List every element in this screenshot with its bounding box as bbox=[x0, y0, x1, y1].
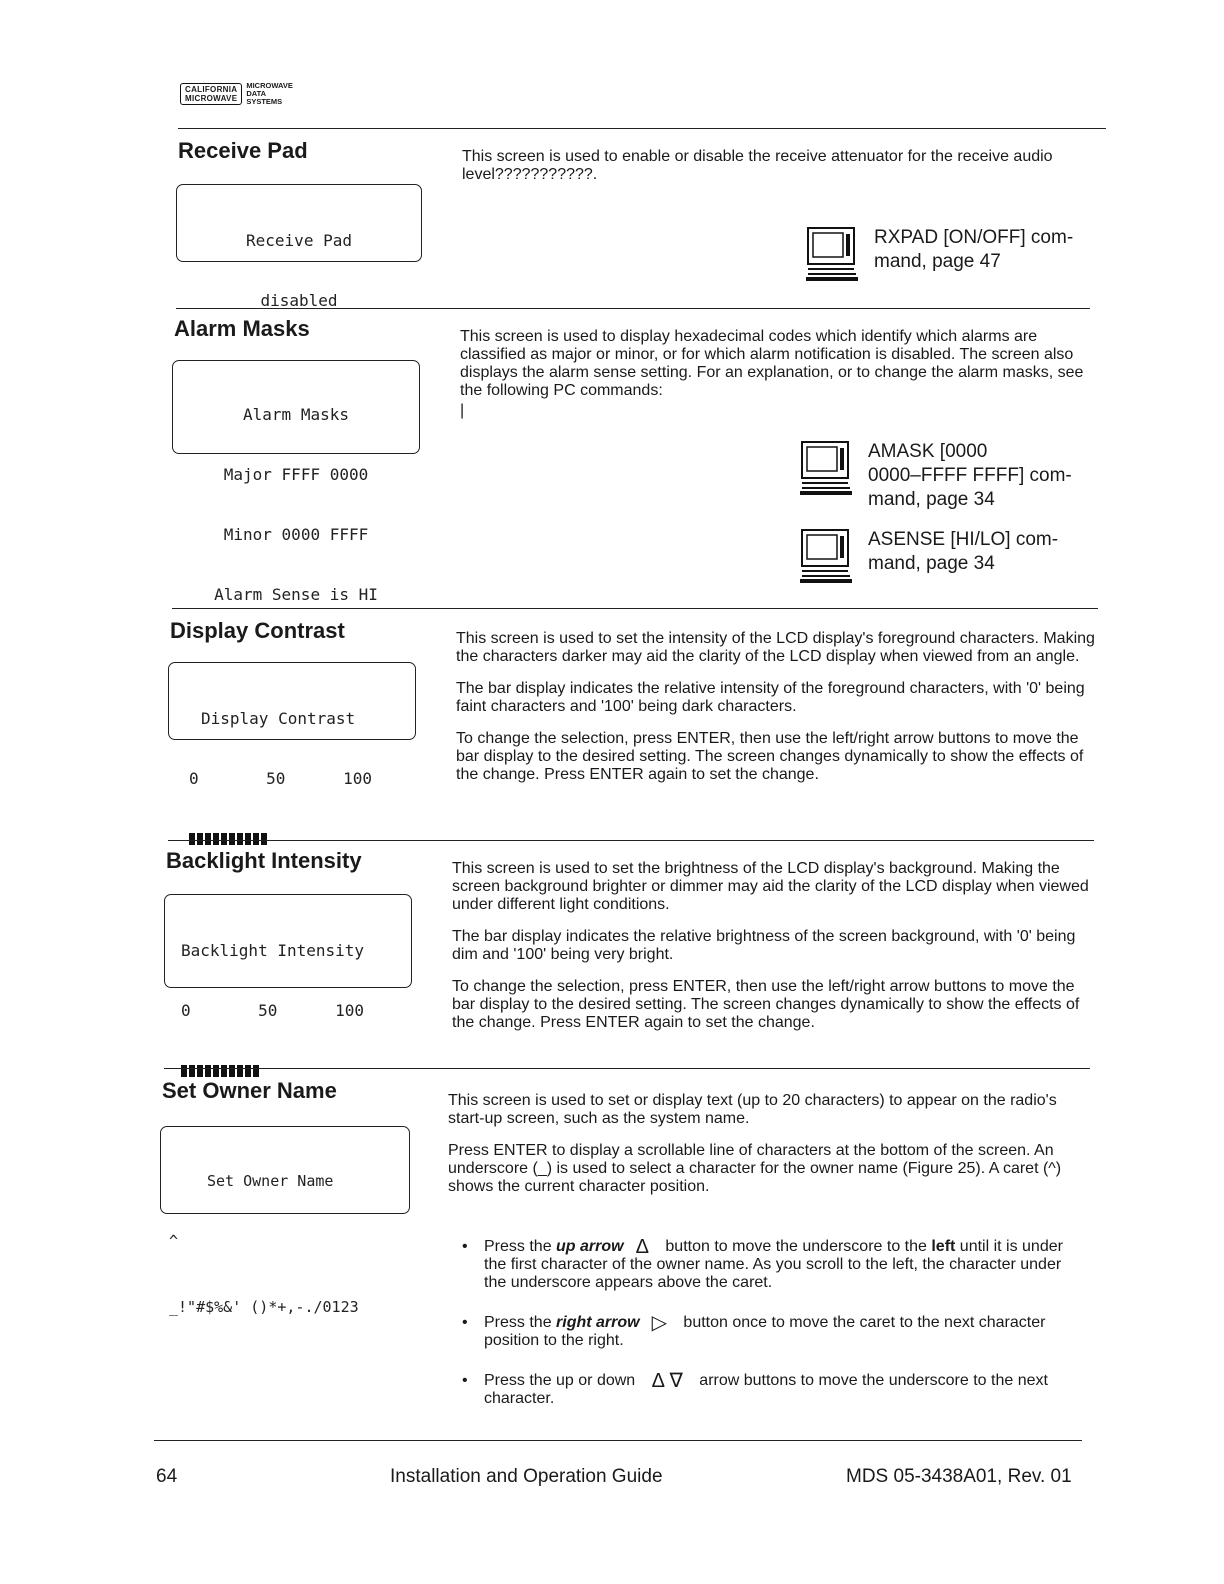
lcd-line: Alarm Sense is HI bbox=[214, 585, 378, 604]
alarm-masks-description bbox=[460, 328, 1102, 434]
company-logo bbox=[180, 82, 293, 106]
paragraph: Press ENTER to display a scrollable line of characters at the bottom of the screen. An underscore (_) is used to select a character for the owner name (Figure 25). A caret (^) shows the current character position. bbox=[448, 1142, 1062, 1195]
computer-icon bbox=[800, 440, 854, 496]
lcd-display-contrast bbox=[168, 662, 416, 788]
backlight-intensity-description bbox=[452, 860, 1092, 1046]
paragraph: This screen is used to set the brightness of the LCD display's background. Making the screen background brighter or dimmer may aid the clarity of the LCD display when viewed under different light conditions. bbox=[452, 860, 1089, 913]
bar-segment bbox=[229, 1065, 235, 1077]
bar-segment bbox=[237, 833, 243, 845]
up-arrow-icon: Δ bbox=[635, 1236, 649, 1258]
lcd-line: Receive Pad bbox=[246, 231, 352, 250]
bar-segment bbox=[253, 833, 259, 845]
section-title-set-owner-name: Set Owner Name bbox=[162, 1078, 337, 1103]
section-divider bbox=[178, 128, 1106, 129]
guide-title: Installation and Operation Guide bbox=[390, 1466, 663, 1487]
bar-segment bbox=[205, 833, 211, 845]
lcd-line: ^ bbox=[169, 1232, 179, 1250]
text: until it is under the first character of the owner name. As you scroll to the left, the character under the underscore appears above the caret. bbox=[484, 1238, 1063, 1291]
text: Press the bbox=[484, 1314, 557, 1331]
bar-segment bbox=[197, 1065, 203, 1077]
computer-icon bbox=[800, 528, 854, 584]
display-contrast-description bbox=[456, 630, 1096, 798]
section-divider bbox=[164, 1068, 1090, 1069]
bar-segment bbox=[245, 1065, 251, 1077]
receive-pad-description bbox=[462, 148, 1106, 198]
strong-text: left bbox=[931, 1238, 956, 1255]
bar-segment bbox=[197, 833, 203, 845]
bar-segment bbox=[229, 833, 235, 845]
paragraph: This screen is used to set the intensity of the LCD display's foreground characters. Making the characters darker may aid the clarity of the LCD display when viewed from an angle. bbox=[456, 630, 1095, 665]
logo-wordmark bbox=[246, 82, 293, 106]
lcd-line: disabled bbox=[260, 291, 338, 310]
paragraph: This screen is used to display hexadecimal codes which identify which alarms are classified as major or minor, or for which alarm notification is disabled. The screen also displays the alarm sense setting. For an explanation, or to change the alarm masks, see the following PC commands: bbox=[460, 328, 1084, 399]
command-label: RXPAD [ON/OFF] com- mand, page 47 bbox=[874, 227, 1074, 272]
lcd-alarm-masks bbox=[172, 360, 420, 604]
bar-segment bbox=[213, 1065, 219, 1077]
up-down-arrow-icon: Δ ∇ bbox=[651, 1370, 683, 1392]
section-title-receive-pad: Receive Pad bbox=[178, 138, 308, 163]
pc-command-rxpad bbox=[806, 226, 1073, 282]
text-cursor: | bbox=[460, 402, 465, 419]
logo-right-line2: DATA bbox=[246, 89, 267, 98]
bar-segment bbox=[205, 1065, 211, 1077]
text: arrow buttons to move the underscore to the next character. bbox=[484, 1372, 1048, 1407]
bar-segment bbox=[221, 1065, 227, 1077]
lcd-line: Set Owner Name bbox=[207, 1172, 334, 1190]
emphasis-text: up arrow bbox=[556, 1238, 624, 1255]
lcd-line: Display Contrast bbox=[201, 709, 356, 728]
logo-box-line1: CALIFORNIA bbox=[185, 85, 238, 94]
section-title-display-contrast: Display Contrast bbox=[170, 618, 345, 643]
section-divider bbox=[176, 308, 1090, 309]
command-label: AMASK [0000 0000–FFFF FFFF] com- mand, page 34 bbox=[868, 441, 1072, 510]
document-id: MDS 05-3438A01, Rev. 01 bbox=[846, 1466, 1072, 1487]
paragraph: To change the selection, press ENTER, then use the left/right arrow buttons to move the bar display to the desired setting. The screen changes dynamically to show the effects of the change. Press ENTER again to set the change. bbox=[456, 730, 1084, 783]
page-number: 64 bbox=[156, 1466, 178, 1487]
right-arrow-icon: ▷ bbox=[651, 1312, 667, 1334]
contrast-bar-display bbox=[189, 829, 405, 849]
paragraph: The bar display indicates the relative brightness of the screen background, with '0' being dim and '100' being very bright. bbox=[452, 928, 1076, 963]
paragraph: This screen is used to set or display text (up to 20 characters) to appear on the radio's start-up screen, such as the system name. bbox=[448, 1092, 1057, 1127]
computer-icon bbox=[806, 226, 860, 282]
section-divider bbox=[168, 840, 1094, 841]
logo-right-line1: MICROWAVE bbox=[246, 81, 293, 90]
paragraph: This screen is used to enable or disable the receive attenuator for the receive audio level???????????. bbox=[462, 148, 1053, 183]
list-item bbox=[462, 1372, 1082, 1408]
emphasis-text: right arrow bbox=[556, 1314, 640, 1331]
lcd-set-owner-name bbox=[160, 1126, 410, 1316]
lcd-line: Major FFFF 0000 bbox=[223, 465, 369, 484]
bar-segment bbox=[181, 1065, 187, 1077]
lcd-backlight-intensity bbox=[164, 894, 412, 1020]
list-item bbox=[462, 1314, 1082, 1350]
text: button once to move the caret to the next character position to the right. bbox=[484, 1314, 1046, 1349]
bar-segment bbox=[261, 833, 267, 845]
paragraph: To change the selection, press ENTER, then use the left/right arrow buttons to move the bar display to the desired setting. The screen changes dynamically to show the effects of the change. Press ENTER again to set the change. bbox=[452, 978, 1080, 1031]
bar-segment bbox=[189, 1065, 195, 1077]
lcd-line: Alarm Masks bbox=[243, 405, 349, 424]
instruction-list bbox=[462, 1238, 1082, 1430]
text: button to move the underscore to the bbox=[660, 1238, 932, 1255]
lcd-receive-pad bbox=[176, 184, 422, 310]
bar-segment bbox=[221, 833, 227, 845]
lcd-line: 0 50 100 bbox=[189, 769, 373, 788]
list-item bbox=[462, 1238, 1082, 1292]
paragraph: The bar display indicates the relative intensity of the foreground characters, with '0' being faint characters and '100' being dark characters. bbox=[456, 680, 1085, 715]
set-owner-name-description bbox=[448, 1092, 1088, 1210]
bar-segment bbox=[245, 833, 251, 845]
logo-box-line2: MICROWAVE bbox=[185, 94, 238, 103]
section-title-alarm-masks: Alarm Masks bbox=[174, 316, 310, 341]
lcd-line: Backlight Intensity bbox=[181, 941, 365, 960]
logo-right-line3: SYSTEMS bbox=[246, 97, 283, 106]
text: Press the up or down bbox=[484, 1372, 640, 1389]
lcd-line: _!"#$%&' ()*+,-./0123 bbox=[169, 1298, 359, 1316]
lcd-line: 0 50 100 bbox=[181, 1001, 365, 1020]
bar-segment bbox=[237, 1065, 243, 1077]
footer-divider bbox=[154, 1440, 1082, 1441]
pc-command-amask bbox=[800, 440, 1072, 512]
command-label: ASENSE [HI/LO] com- mand, page 34 bbox=[868, 529, 1059, 574]
section-divider bbox=[172, 608, 1098, 609]
bar-segment bbox=[213, 833, 219, 845]
pc-command-asense bbox=[800, 528, 1058, 584]
bar-segment bbox=[189, 833, 195, 845]
section-title-backlight-intensity: Backlight Intensity bbox=[166, 848, 362, 873]
lcd-line: Minor 0000 FFFF bbox=[223, 525, 369, 544]
text: Press the bbox=[484, 1238, 557, 1255]
bar-segment bbox=[253, 1065, 259, 1077]
logo-box bbox=[180, 83, 242, 105]
